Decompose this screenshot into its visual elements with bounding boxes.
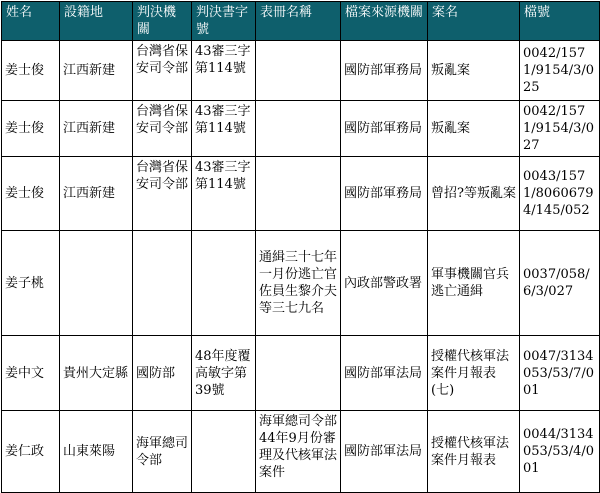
cell-court: 海軍總司令部 <box>133 411 192 493</box>
cell-verdict: 43審三字第114號 <box>192 41 256 101</box>
cell-file: 0042/1571/9154/3/025 <box>520 41 600 101</box>
col-header-case: 案名 <box>428 2 520 41</box>
cell-file: 0037/058/6/3/027 <box>520 231 600 336</box>
cell-case: 軍事機關官兵逃亡通緝 <box>428 231 520 336</box>
col-header-source: 檔案來源機關 <box>341 2 428 41</box>
cell-name: 姜士俊 <box>2 41 60 101</box>
cell-court <box>133 231 192 336</box>
cell-source: 國防部軍法局 <box>341 336 428 411</box>
cell-origin: 山東萊陽 <box>60 411 133 493</box>
cell-name: 姜子桃 <box>2 231 60 336</box>
cell-origin: 江西新建 <box>60 41 133 101</box>
cell-case: 曾招?等叛亂案 <box>428 157 520 231</box>
cell-case: 叛亂案 <box>428 41 520 101</box>
cell-verdict <box>192 231 256 336</box>
cell-register: 通緝三十七年一月份逃亡官佐員生黎介夫等三七九名 <box>256 231 341 336</box>
table-row <box>2 231 600 336</box>
cell-file: 0044/3134053/53/4/001 <box>520 411 600 493</box>
cell-court: 台灣省保安司令部 <box>133 41 192 101</box>
table-row <box>2 411 600 493</box>
cell-case: 授權代核軍法案件月報表(七) <box>428 336 520 411</box>
cell-source: 國防部軍務局 <box>341 41 428 101</box>
cell-register <box>256 41 341 101</box>
col-header-verdict: 判決書字號 <box>192 2 256 41</box>
cell-case: 叛亂案 <box>428 101 520 157</box>
cell-file: 0043/1571/80606794/145/052 <box>520 157 600 231</box>
cell-register <box>256 101 341 157</box>
cell-case: 授權代核軍法案件月報表 <box>428 411 520 493</box>
col-header-file: 檔號 <box>520 2 600 41</box>
cell-file: 0047/3134053/53/7/001 <box>520 336 600 411</box>
cell-origin: 江西新建 <box>60 157 133 231</box>
header-row <box>2 2 600 41</box>
table-row <box>2 101 600 157</box>
cell-verdict <box>192 411 256 493</box>
col-header-register: 表冊名稱 <box>256 2 341 41</box>
col-header-court: 判決機關 <box>133 2 192 41</box>
cell-verdict: 43審三字第114號 <box>192 101 256 157</box>
cell-court: 台灣省保安司令部 <box>133 101 192 157</box>
cell-origin <box>60 231 133 336</box>
table-row <box>2 41 600 101</box>
cell-verdict: 48年度覆高敏字第39號 <box>192 336 256 411</box>
cell-source: 國防部軍務局 <box>341 157 428 231</box>
cell-name: 姜中文 <box>2 336 60 411</box>
records-table <box>1 1 600 493</box>
cell-source: 國防部軍法局 <box>341 411 428 493</box>
cell-origin: 江西新建 <box>60 101 133 157</box>
cell-register <box>256 157 341 231</box>
cell-register <box>256 336 341 411</box>
cell-court: 台灣省保安司令部 <box>133 157 192 231</box>
cell-court: 國防部 <box>133 336 192 411</box>
cell-source: 內政部警政署 <box>341 231 428 336</box>
cell-file: 0042/1571/9154/3/027 <box>520 101 600 157</box>
cell-origin: 貴州大定縣 <box>60 336 133 411</box>
cell-source: 國防部軍務局 <box>341 101 428 157</box>
cell-name: 姜士俊 <box>2 157 60 231</box>
cell-verdict: 43審三字第114號 <box>192 157 256 231</box>
table-row <box>2 336 600 411</box>
col-header-origin: 設籍地 <box>60 2 133 41</box>
col-header-name: 姓名 <box>2 2 60 41</box>
cell-name: 姜士俊 <box>2 101 60 157</box>
table-row <box>2 157 600 231</box>
cell-register: 海軍總司令部44年9月份審理及代核軍法案件 <box>256 411 341 493</box>
cell-name: 姜仁政 <box>2 411 60 493</box>
